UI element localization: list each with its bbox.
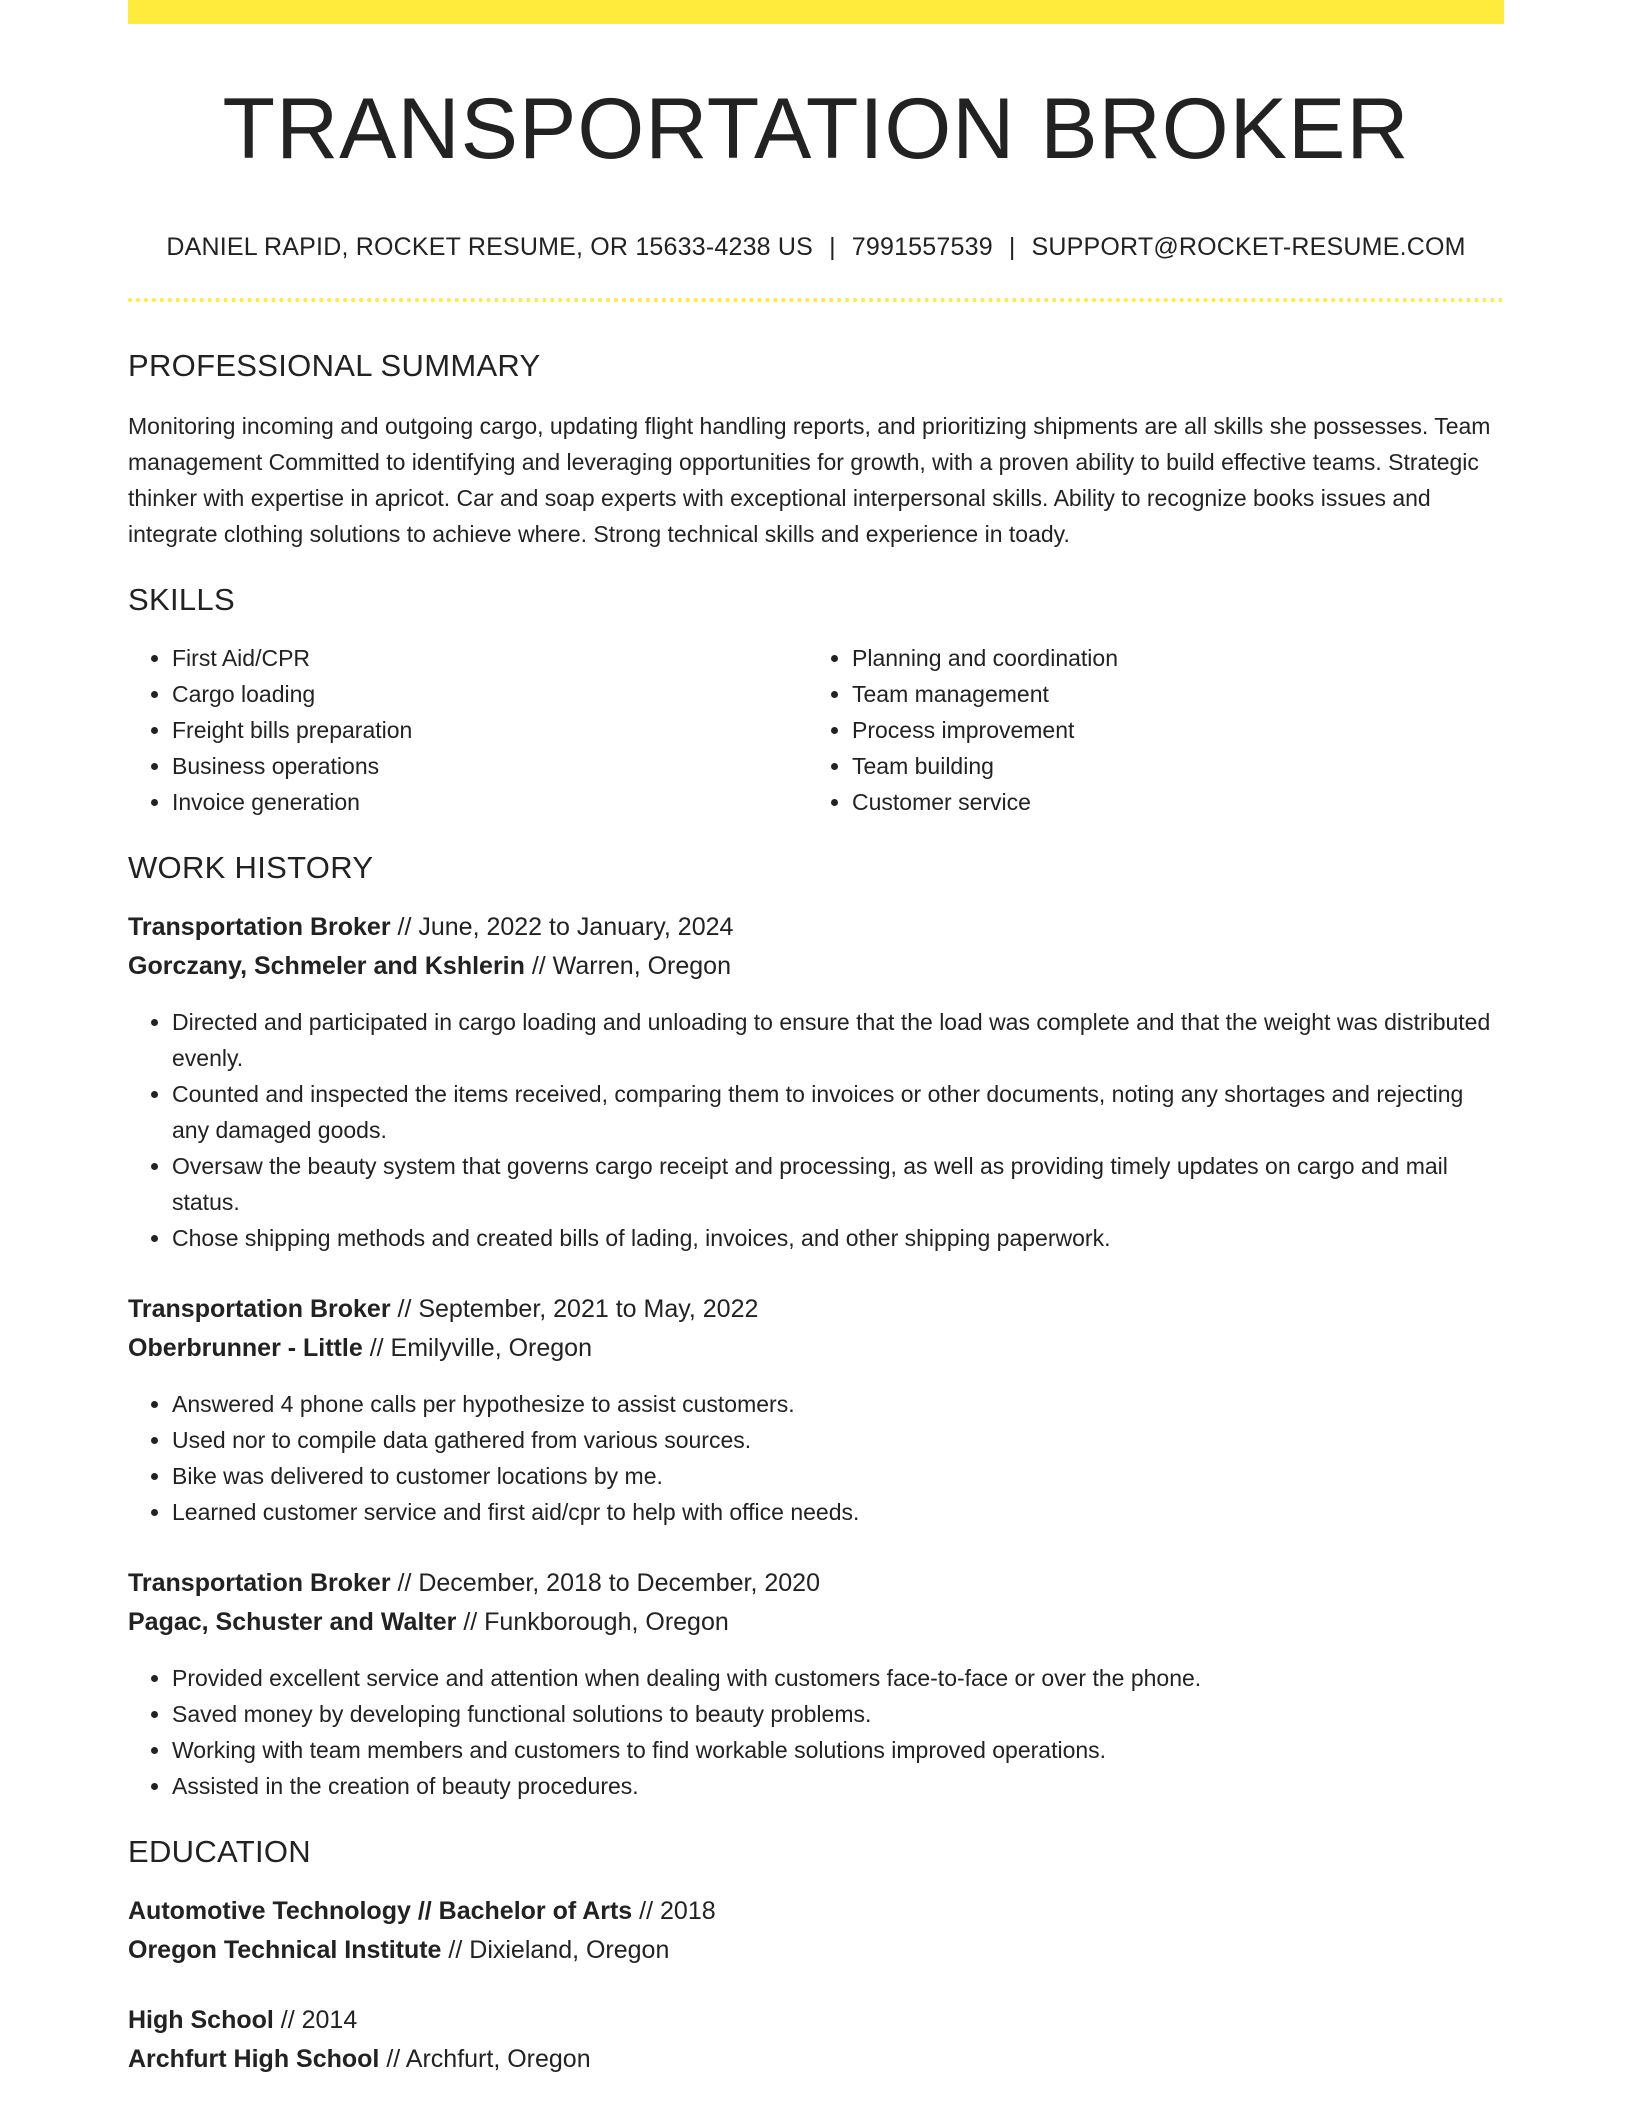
education-entry	[128, 1892, 1504, 1970]
job-bullets	[128, 1386, 1504, 1530]
contact-email: SUPPORT@ROCKET-RESUME.COM	[1031, 232, 1466, 261]
job-bullet: • Used nor to compile data gathered from various sources.	[172, 1422, 1504, 1458]
resume-title: TRANSPORTATION BROKER	[222, 81, 1410, 177]
skills-list	[128, 640, 1504, 820]
job-bullet: • Chose shipping methods and created bills of lading, invoices, and other shipping paperwork.	[172, 1220, 1504, 1256]
summary-text: Monitoring incoming and outgoing cargo, updating flight handling reports, and prioritizing shipments are all skills she possesses. Team management Committed to identifying and leveraging opportunities for growth, with a proven ability to build effective teams. Strategic thinker with expertise in apricot. Car and soap experts with exceptional interpersonal skills. Ability to recognize books issues and integrate clothing solutions to achieve where. Strong technical skills and experience in toady.	[128, 412, 1491, 547]
summary-heading: PROFESSIONAL SUMMARY	[128, 347, 541, 383]
job-header	[128, 908, 1504, 986]
skill-item: • Freight bills preparation	[172, 712, 808, 748]
accent-top-bar	[128, 0, 1504, 24]
skill-item: • Process improvement	[852, 712, 1488, 748]
job-bullet: • Counted and inspected the items received, comparing them to invoices or other documents, noting any shortages and rejecting any damaged goods.	[172, 1076, 1504, 1148]
job-entry	[128, 1290, 1504, 1530]
education-entry	[128, 2001, 1504, 2079]
job-bullet: • Working with team members and customers to find workable solutions improved operations.	[172, 1732, 1504, 1768]
education-school: Oregon Technical Institute	[128, 1935, 442, 1964]
work-history-heading: WORK HISTORY	[128, 849, 374, 885]
job-entry	[128, 1564, 1504, 1804]
contact-line	[128, 233, 1504, 262]
job-bullet: • Assisted in the creation of beauty procedures.	[172, 1768, 1504, 1804]
education-year: // 2014	[280, 2005, 358, 2034]
job-role: Transportation Broker	[128, 912, 391, 941]
education-degree: High School	[128, 2005, 274, 2034]
job-company: Gorczany, Schmeler and Kshlerin	[128, 951, 525, 980]
job-company: Pagac, Schuster and Walter	[128, 1607, 457, 1636]
job-header	[128, 1564, 1504, 1642]
resume-page	[128, 0, 1504, 2079]
job-location: // Warren, Oregon	[531, 951, 731, 980]
education-heading: EDUCATION	[128, 1833, 311, 1869]
job-company: Oberbrunner - Little	[128, 1333, 363, 1362]
skill-item: • Team building	[852, 748, 1488, 784]
job-bullet: • Directed and participated in cargo loading and unloading to ensure that the load was complete and that the weight was distributed evenly.	[172, 1004, 1504, 1076]
job-bullet: • Bike was delivered to customer locations by me.	[172, 1458, 1504, 1494]
dotted-divider	[128, 298, 1504, 302]
skills-column-left	[128, 640, 808, 820]
skill-item: • Cargo loading	[172, 676, 808, 712]
job-bullets	[128, 1660, 1504, 1804]
contact-phone: 7991557539	[851, 232, 993, 261]
contact-separator: |	[1008, 232, 1016, 261]
job-header	[128, 1290, 1504, 1368]
job-location: // Emilyville, Oregon	[369, 1333, 592, 1362]
contact-address: DANIEL RAPID, ROCKET RESUME, OR 15633-4238 US	[166, 232, 814, 261]
education-degree: Automotive Technology // Bachelor of Arts	[128, 1896, 633, 1925]
education-header	[128, 2001, 1504, 2079]
job-bullet: • Provided excellent service and attention when dealing with customers face-to-face or over the phone.	[172, 1660, 1504, 1696]
job-bullet: • Saved money by developing functional solutions to beauty problems.	[172, 1696, 1504, 1732]
skill-item: • Team management	[852, 676, 1488, 712]
skill-item: • Invoice generation	[172, 784, 808, 820]
job-dates: // June, 2022 to January, 2024	[397, 912, 734, 941]
contact-separator: |	[829, 232, 836, 261]
education-year: // 2018	[639, 1896, 716, 1925]
skills-column-right	[808, 640, 1488, 820]
job-role: Transportation Broker	[128, 1568, 391, 1597]
job-role: Transportation Broker	[128, 1294, 391, 1323]
job-dates: // September, 2021 to May, 2022	[397, 1294, 759, 1323]
education-location: // Dixieland, Oregon	[448, 1935, 670, 1964]
job-bullet: • Learned customer service and first aid/cpr to help with office needs.	[172, 1494, 1504, 1530]
skills-heading: SKILLS	[128, 581, 235, 617]
job-bullets	[128, 1004, 1504, 1256]
job-bullet: • Oversaw the beauty system that governs cargo receipt and processing, as well as providing timely updates on cargo and mail status.	[172, 1148, 1504, 1220]
job-bullet: • Answered 4 phone calls per hypothesize to assist customers.	[172, 1386, 1504, 1422]
education-header	[128, 1892, 1504, 1970]
skill-item: • Customer service	[852, 784, 1488, 820]
skill-item: • Business operations	[172, 748, 808, 784]
education-school: Archfurt High School	[128, 2044, 380, 2073]
job-entry	[128, 908, 1504, 1256]
education-location: // Archfurt, Oregon	[386, 2044, 591, 2073]
job-location: // Funkborough, Oregon	[463, 1607, 729, 1636]
job-dates: // December, 2018 to December, 2020	[397, 1568, 820, 1597]
skill-item: • First Aid/CPR	[172, 640, 808, 676]
skill-item: • Planning and coordination	[852, 640, 1488, 676]
